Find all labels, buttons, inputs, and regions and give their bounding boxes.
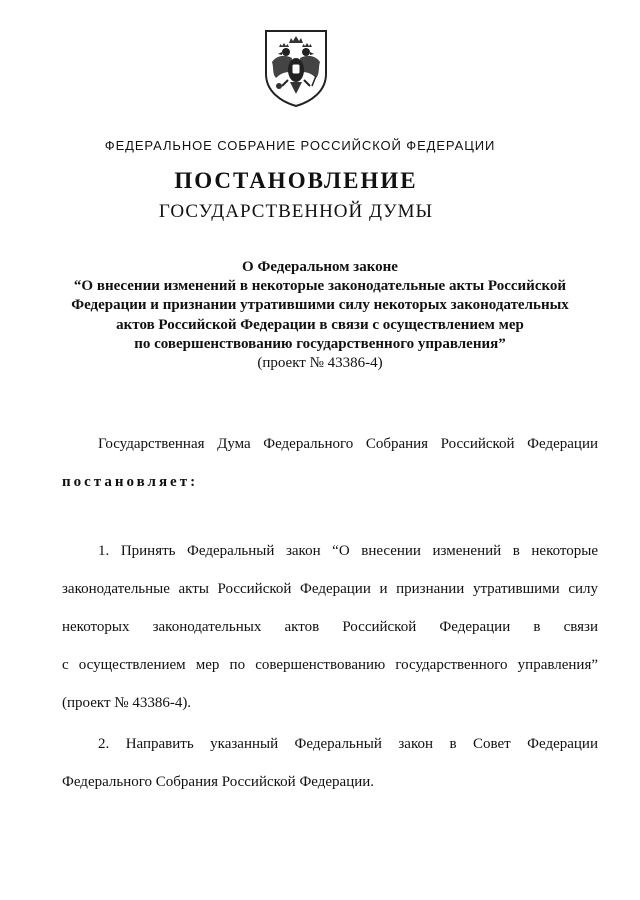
organization-name: ФЕДЕРАЛЬНОЕ СОБРАНИЕ РОССИЙСКОЙ ФЕДЕРАЦИИ bbox=[104, 138, 496, 153]
issuing-body-title: ГОСУДАРСТВЕННОЙ ДУМЫ bbox=[158, 201, 434, 222]
project-number: (проект № 43386-4) bbox=[257, 355, 383, 372]
clause-2-line-1: 2. Направить указанный Федеральный закон в Совет Федерации bbox=[98, 736, 598, 752]
document-type-title: ПОСТАНОВЛЕНИЕ bbox=[174, 168, 418, 193]
decree-word bbox=[62, 472, 598, 492]
preamble-paragraph bbox=[62, 434, 598, 454]
clause-1-line-2: законодательные акты Российской Федерации и признании утратившими силу bbox=[62, 581, 598, 597]
subject-line-5: по совершенствованию государственного управления” bbox=[134, 335, 506, 352]
clause-1-line-4: с осуществлением мер по совершенствованию государственного управления” bbox=[62, 657, 598, 673]
clause-2-line-2: Федерального Собрания Российской Федерации. bbox=[62, 774, 375, 790]
clause-1-line-1: 1. Принять Федеральный закон “О внесении изменений в некоторые bbox=[98, 543, 598, 559]
clause-2-paragraph bbox=[62, 734, 598, 792]
decree-text: постановляет: bbox=[62, 474, 199, 490]
clause-1-paragraph bbox=[62, 541, 598, 713]
clause-1-line-5: (проект № 43386-4). bbox=[62, 695, 192, 711]
subject-line-4: актов Российской Федерации в связи с осуществлением мер bbox=[116, 316, 524, 333]
preamble-line-1: Государственная Дума Федерального Собрания Российской Федерации bbox=[98, 436, 598, 452]
subject-line-2: “О внесении изменений в некоторые законодательные акты Российской bbox=[73, 278, 567, 295]
subject-line-3: Федерации и признании утратившими силу некоторых законодательных bbox=[71, 297, 569, 314]
clause-1-line-3: некоторых законодательных актов Российской Федерации в связи bbox=[62, 619, 598, 635]
document-subject bbox=[0, 258, 640, 373]
coat-of-arms-icon bbox=[262, 28, 330, 108]
subject-line-1: О Федеральном законе bbox=[242, 259, 398, 275]
